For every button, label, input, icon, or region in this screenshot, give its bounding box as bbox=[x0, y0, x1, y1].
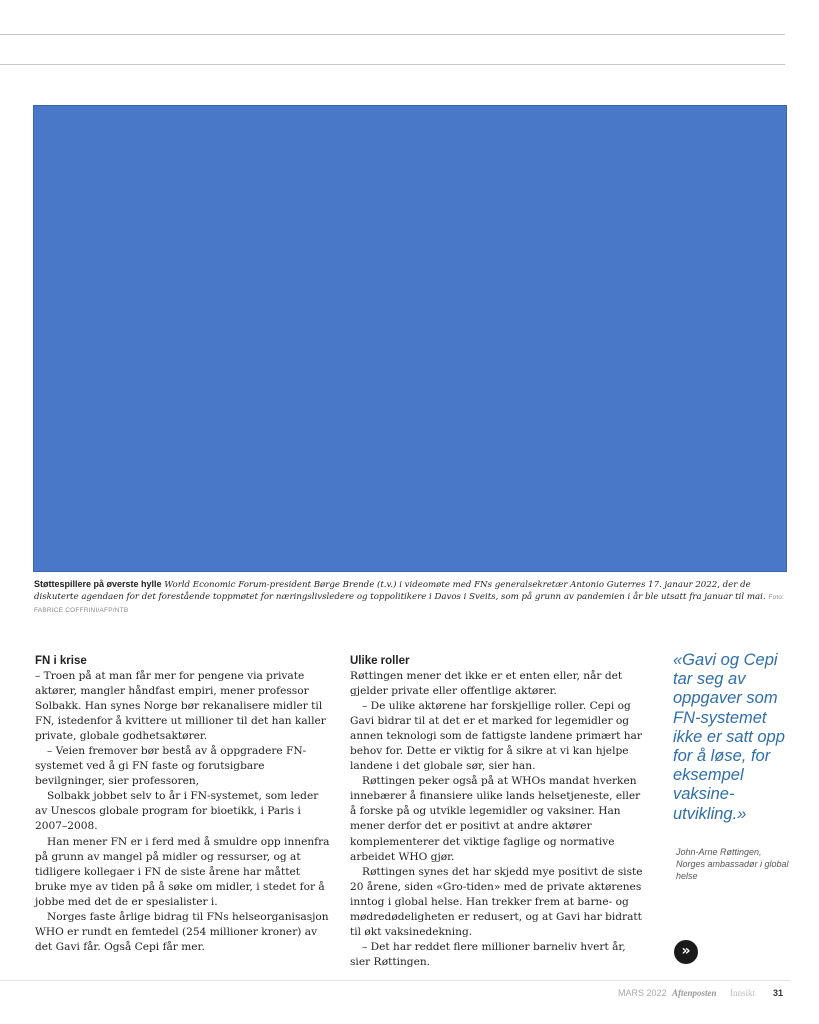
footer-rule bbox=[0, 980, 790, 981]
page-number: 31 bbox=[773, 988, 784, 998]
pull-quote: «Gavi og Cepi tar seg av oppgaver som FN-systemet ikke er satt opp for å løse, for eksempel vaksine-utvikling.» bbox=[673, 651, 785, 823]
footer-date: MARS 2022 bbox=[618, 988, 667, 998]
paragraph: – Veien fremover bør bestå av å oppgradere FN-systemet ved å gi FN faste og forutsigbare bevilgninger, sier professoren, bbox=[35, 745, 307, 788]
paragraph: – De ulike aktørene har forskjellige roller. Cepi og Gavi bidrar til at det er et marked for legemidler og annen teknologi som de fattigste landene primært har behov for. Dette er viktig for å sikre at vi kan hjelpe landene i det globale sør, sier han. bbox=[350, 700, 642, 773]
paragraph: Solbakk jobbet selv to år i FN-systemet, som leder av Unescos globale program for bioetikk, i Paris i 2007–2008. bbox=[35, 790, 319, 833]
photo-credit: Foto: FABRICE COFFRINI/AFP/NTB bbox=[34, 594, 785, 614]
caption-body: World Economic Forum-president Børge Brende (t.v.) i videomøte med FNs generalsekretær Antonio Guterres 17. janaur 2022, der de diskuterte agendaen for det forestående toppmøtet for næringslivsledere og toppolitikere i Davos i Sveits, som på grunn av pandemien i år ble utsatt fra januar til mai. bbox=[34, 580, 766, 602]
section-heading: FN i krise bbox=[35, 655, 87, 667]
footer-section: Innsikt bbox=[730, 988, 756, 998]
paragraph: Norges faste årlige bidrag til FNs helseorganisasjon WHO er rundt en femtedel (254 millioner kroner) av det Gavi får. Også Cepi får mer. bbox=[35, 910, 329, 953]
caption-lead: Støttespillere på øverste hylle bbox=[34, 579, 162, 589]
paragraph: Røttingen synes det har skjedd mye positivt de siste 20 årene, siden «Gro-tiden» med de private aktørenes inntog i global helse. Han trekker frem at barne- og mødredødeligheten er redusert, og at Gavi har bidratt til økt vaksinedekning. bbox=[350, 865, 643, 938]
paragraph: Han mener FN er i ferd med å smuldre opp innenfra på grunn av mangel på midler og ressurser, og at tidligere kollegaer i FN de siste årene har måttet bruke mye av tiden på å søke om midler, i stedet for å jobbe med det de er spesialister i. bbox=[35, 835, 330, 908]
paragraph: Røttingen peker også på at WHOs mandat hverken innebærer å finansiere ulike lands helsetjeneste, eller å forske på og utvikle legemidler og vaksiner. Han mener derfor det er positivt at andre aktører komplementerer det viktige faglige og normative arbeidet WHO gjør. bbox=[350, 775, 641, 863]
paragraph: Røttingen mener det ikke er et enten eller, når det gjelder private eller offentlige aktører. bbox=[350, 670, 623, 698]
article-column-2 bbox=[350, 653, 646, 970]
double-chevron-right-icon: » bbox=[681, 943, 691, 959]
section-heading: Ulike roller bbox=[350, 655, 410, 667]
pull-quote-attribution: John-Arne Røttingen, Norges ambassadør i global helse bbox=[676, 847, 789, 881]
top-rule-1 bbox=[0, 34, 785, 35]
article-photo bbox=[33, 105, 787, 572]
paragraph: – Troen på at man får mer for pengene via private aktører, mangler håndfast empiri, mener professor Solbakk. Han synes Norge bør rekanalisere midler til FN, istedenfor å kvittere ut millioner til det han kaller private, globale godhetsaktører. bbox=[35, 670, 326, 743]
top-rule-2 bbox=[0, 64, 785, 65]
footer-brand: Aftenposten bbox=[672, 988, 717, 998]
paragraph: – Det har reddet flere millioner barneliv hvert år, sier Røttingen. bbox=[350, 940, 626, 968]
next-page-button[interactable] bbox=[674, 940, 698, 964]
photo-caption bbox=[34, 578, 790, 617]
article-column-1 bbox=[35, 653, 333, 955]
